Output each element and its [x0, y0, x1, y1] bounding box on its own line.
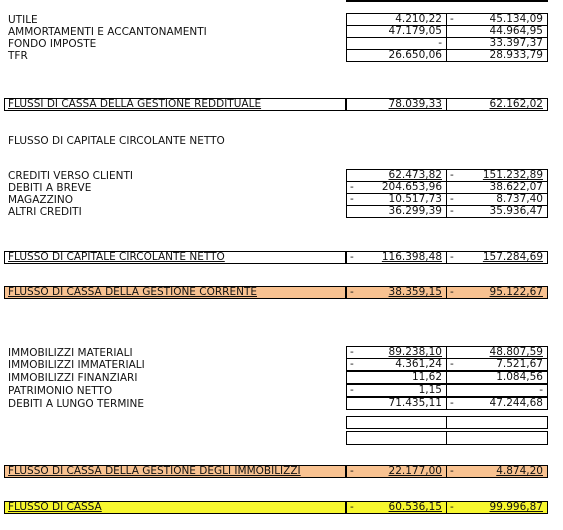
- value-cell-1: - 1,15: [346, 384, 447, 397]
- value-cell-1: - 60.536,15: [346, 501, 447, 514]
- value-cell-2: - 99.996,87: [446, 501, 548, 514]
- value-cell-1: 36.299,39: [346, 205, 447, 218]
- value-cell-1: - 116.398,48: [346, 251, 447, 264]
- value-cell-1: - 204.653,96: [346, 181, 447, 194]
- row-label: PATRIMONIO NETTO: [8, 385, 113, 397]
- value-cell-2: - 4.874,20: [446, 465, 548, 478]
- row-label: CREDITI VERSO CLIENTI: [8, 170, 133, 182]
- empty-cell: [446, 431, 548, 445]
- value-cell-1: - 38.359,15: [346, 286, 447, 299]
- row-label: FONDO IMPOSTE: [8, 38, 97, 50]
- value-cell-2: - 35.936,47: [446, 205, 548, 218]
- value-cell-2: 48.807,59: [446, 346, 548, 359]
- row-label: TFR: [8, 50, 28, 62]
- value-cell-2: 62.162,02: [446, 98, 548, 111]
- row-label: DEBITI A LUNGO TERMINE: [8, 398, 144, 410]
- empty-cell: [346, 431, 447, 445]
- value-cell-1: - 4.361,24: [346, 358, 447, 371]
- row-label: UTILE: [8, 14, 38, 26]
- subtotal-ccn-label: FLUSSO DI CAPITALE CIRCOLANTE NETTO: [4, 251, 346, 264]
- value-cell-2: - 157.284,69: [446, 251, 548, 264]
- row-label: DEBITI A BREVE: [8, 182, 92, 194]
- value-cell-1: 26.650,06: [346, 49, 447, 62]
- value-cell-2: - 45.134,09: [446, 13, 548, 26]
- section-heading: FLUSSO DI CAPITALE CIRCOLANTE NETTO: [8, 135, 225, 147]
- value-cell-1: 47.179,05: [346, 25, 447, 38]
- value-cell-1: 4.210,22: [346, 13, 447, 26]
- row-label: AMMORTAMENTI E ACCANTONAMENTI: [8, 26, 207, 38]
- empty-cell: [446, 416, 548, 429]
- value-cell-2: 38.622,07: [446, 181, 548, 194]
- subtotal-corrente-label: FLUSSO DI CASSA DELLA GESTIONE CORRENTE: [4, 286, 346, 299]
- row-label: IMMOBILIZZI MATERIALI: [8, 347, 133, 359]
- row-label: IMMOBILIZZI IMMATERIALI: [8, 359, 145, 371]
- value-cell-2: - 151.232,89: [446, 169, 548, 182]
- value-cell-1: 78.039,33: [346, 98, 447, 111]
- value-cell-1: 62.473,82: [346, 169, 447, 182]
- row-label: MAGAZZINO: [8, 194, 73, 206]
- empty-cell: [346, 416, 447, 429]
- value-cell-1: - 22.177,00: [346, 465, 447, 478]
- value-cell-1: -: [346, 37, 447, 50]
- subtotal-reddituale-label: FLUSSI DI CASSA DELLA GESTIONE REDDITUALE: [4, 98, 346, 111]
- value-cell-2: - 7.521,67: [446, 358, 548, 371]
- subtotal-immobilizzi-label: FLUSSO DI CASSA DELLA GESTIONE DEGLI IMMOBILIZZI: [4, 465, 346, 478]
- row-label: ALTRI CREDITI: [8, 206, 82, 218]
- value-cell-1: - 89.238,10: [346, 346, 447, 359]
- top-border: [446, 0, 548, 2]
- value-cell-2: 28.933,79: [446, 49, 548, 62]
- value-cell-2: 1.084,56: [446, 371, 548, 384]
- value-cell-1: 11,62: [346, 371, 447, 384]
- row-label: IMMOBILIZZI FINANZIARI: [8, 372, 138, 384]
- value-cell-1: 71.435,11: [346, 397, 447, 410]
- value-cell-2: - 47.244,68: [446, 397, 548, 410]
- top-border: [346, 0, 447, 2]
- value-cell-2: 44.964,95: [446, 25, 548, 38]
- value-cell-2: 33.397,37: [446, 37, 548, 50]
- value-cell-1: - 10.517,73: [346, 193, 447, 206]
- value-cell-2: -: [446, 384, 548, 397]
- value-cell-2: - 8.737,40: [446, 193, 548, 206]
- total-flusso-di-cassa-label: FLUSSO DI CASSA: [4, 501, 346, 514]
- value-cell-2: - 95.122,67: [446, 286, 548, 299]
